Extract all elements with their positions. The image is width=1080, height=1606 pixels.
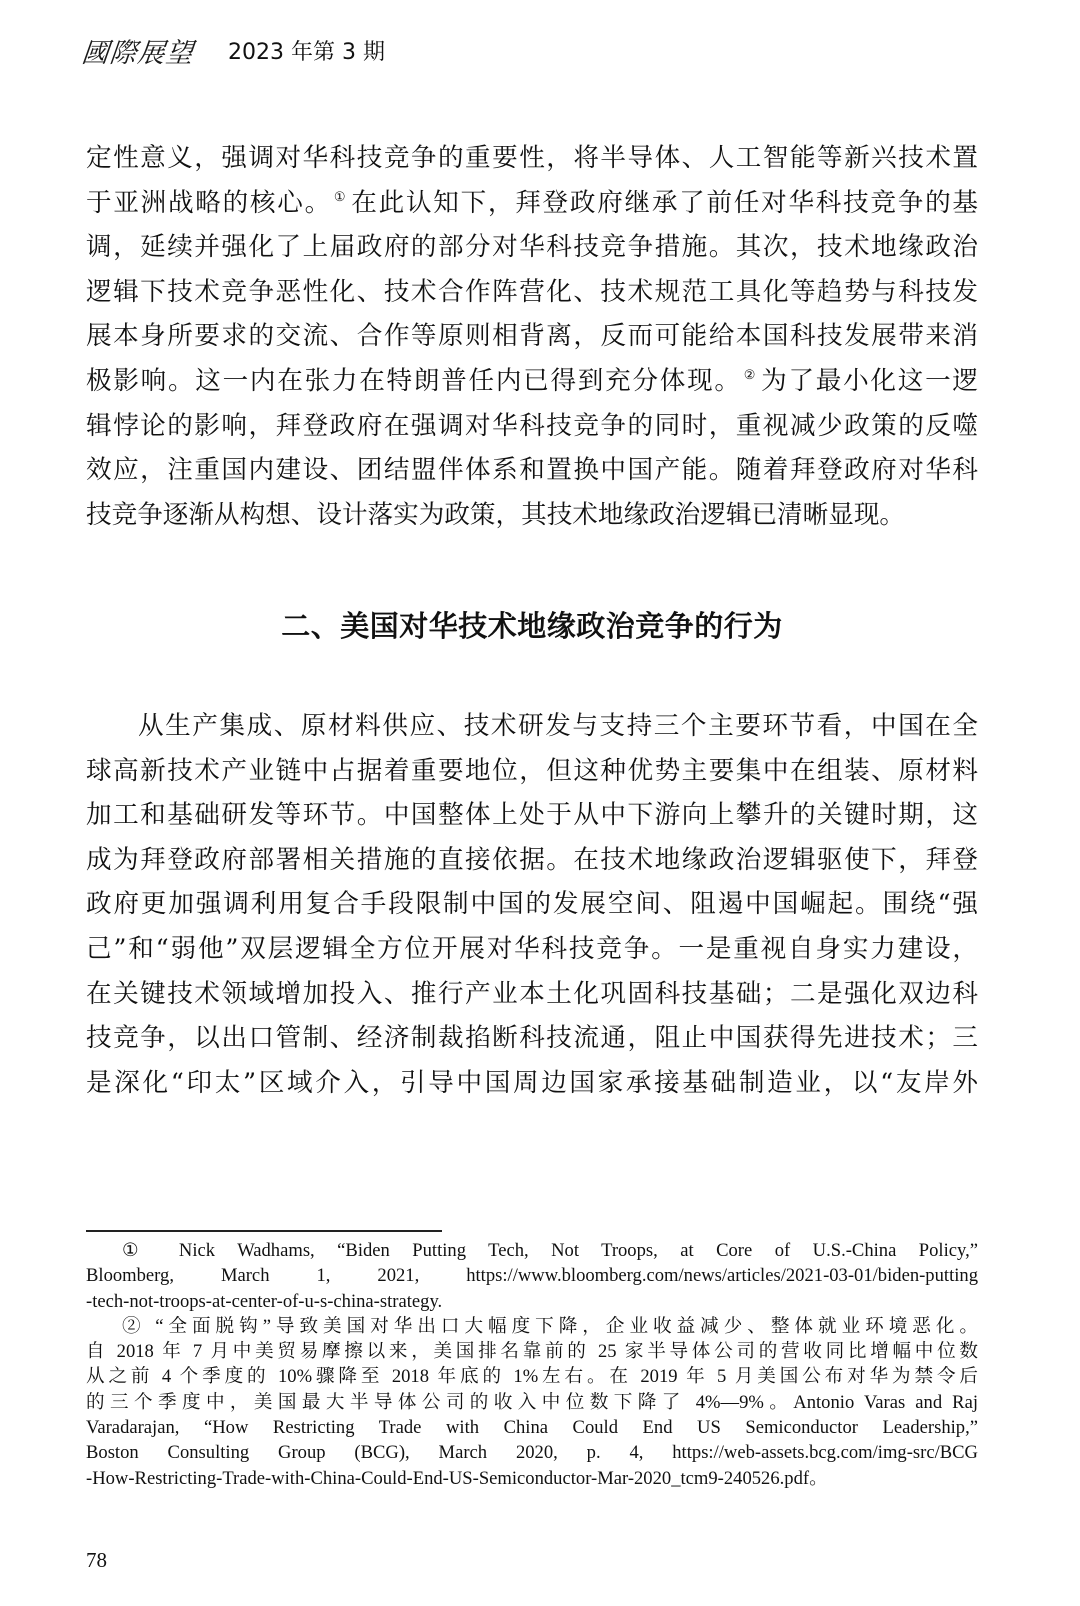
text-line: 政府更加强调利用复合手段限制中国的发展空间、阻遏中国崛起。围绕“强 [86,889,978,920]
paragraph-section-two [86,704,978,1105]
text-line: 己”和“弱他”双层逻辑全方位开展对华科技竞争。一是重视自身实力建设， [86,933,978,964]
footnote-line[interactable]: Boston Consulting Group (BCG), March 2020, p. 4, https://web-assets.bcg.com/img-src/BCG [86,1442,978,1464]
footnote-line[interactable]: Bloomberg, March 1, 2021, https://www.bloomberg.com/news/articles/2021-03-01/biden-putting [86,1265,978,1287]
text-line: 辑悖论的影响，拜登政府在强调对华科技竞争的同时，重视减少政策的反噬 [86,410,978,441]
text-line: 在关键技术领域增加投入、推行产业本土化巩固科技基础；二是强化双边科 [86,978,978,1009]
text-line: 成为拜登政府部署相关措施的直接依据。在技术地缘政治逻辑驱使下，拜登 [86,844,978,875]
footnote-line: 的三个季度中，美国最大半导体公司的收入中位数下降了 4%—9%。Antonio Varas and Raj [86,1391,978,1413]
running-header [82,30,385,70]
footnote-line: 从之前 4 个季度的 10%骤降至 2018 年底的 1%左右。在 2019 年 5 月美国公布对华为禁令后 [86,1366,978,1388]
text-line: 加工和基础研发等环节。中国整体上处于从中下游向上攀升的关键时期，这 [86,800,978,831]
footnote-line[interactable]: -How-Restricting-Trade-with-China-Could-End-US-Semiconductor-Mar-2020_tcm9-240526.pdf。 [86,1467,828,1489]
footnote-divider [86,1230,442,1232]
text-line: 定性意义，强调对华科技竞争的重要性，将半导体、人工智能等新兴技术置 [86,143,978,173]
page-number: 78 [86,1548,107,1572]
footnote-line[interactable]: -tech-not-troops-at-center-of-u-s-china-strategy. [86,1290,443,1312]
text-line: 于亚洲战略的核心。 ① 在此认知下，拜登政府继承了前任对华科技竞争的基 [86,187,978,218]
text-line: 调，延续并强化了上届政府的部分对华科技竞争措施。其次，技术地缘政治 [86,232,978,263]
text-line: 效应，注重国内建设、团结盟伴体系和置换中国产能。随着拜登政府对华科 [86,455,978,486]
text-line: 技竞争，以出口管制、经济制裁掐断科技流通，阻止中国获得先进技术；三 [86,1023,978,1054]
journal-masthead: 國際展望 [80,37,196,69]
text-line: 从生产集成、原材料供应、技术研发与支持三个主要环节看，中国在全 [138,711,978,741]
text-line: 技竞争逐渐从构想、设计落实为政策，其技术地缘政治逻辑已清晰显现。 [86,499,906,530]
text-line: 球高新技术产业链中占据着重要地位，但这种优势主要集中在组装、原材料 [86,755,978,786]
footnote-ref-1[interactable]: ① [333,189,348,205]
footnotes [86,1238,978,1491]
paragraph-continued [86,136,978,537]
footnote-line: ② “全面脱钩”导致美国对华出口大幅度下降，企业收益减少、整体就业环境恶化。 [122,1315,978,1337]
footnote-1 [86,1238,978,1314]
footnote-ref-2[interactable]: ② [743,367,758,383]
text-line: 展本身所要求的交流、合作等原则相背离，反而可能给本国科技发展带来消 [86,321,978,352]
issue-label: 2023 年第 3 期 [228,39,385,65]
text-line: 逻辑下技术竞争恶性化、技术合作阵营化、技术规范工具化等趋势与科技发 [86,276,978,307]
footnote-line: Varadarajan, “How Restricting Trade with China Could End US Semiconductor Leadership,” [86,1417,978,1439]
footnote-line: ① Nick Wadhams, “Biden Putting Tech, Not Troops, at Core of U.S.-China Policy,” [122,1240,978,1261]
footnote-line: 自 2018 年 7 月中美贸易摩擦以来，美国排名靠前的 25 家半导体公司的营收同比增幅中位数 [86,1341,978,1363]
text-line: 是深化“印太”区域介入，引导中国周边国家承接基础制造业，以“友岸外 [86,1067,978,1098]
footnote-2 [86,1314,978,1491]
text-line: 极影响。这一内在张力在特朗普任内已得到充分体现。 ② 为了最小化这一逻 [86,365,978,396]
section-heading: 二、美国对华技术地缘政治竞争的行为 [281,609,783,643]
